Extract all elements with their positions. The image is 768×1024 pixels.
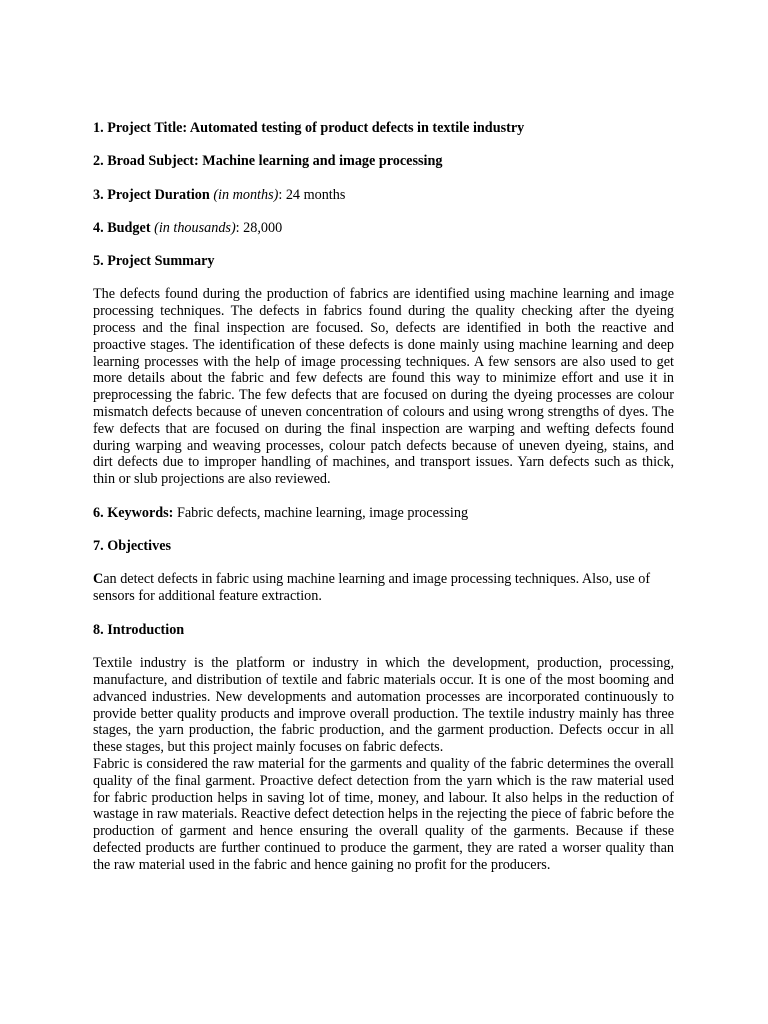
project-duration-unit: (in months) [213, 186, 279, 203]
budget-heading [93, 220, 674, 237]
introduction-paragraph-2: Fabric is considered the raw material for the garments and quality of the fabric determines the overall quality of the final garment. Proactive defect detection from the yarn which is the raw material used for fabric production helps in saving lot of time, money, and labour. It also helps in the reduction of wastage in raw materials. Reactive defect detection helps in the rejecting the piece of fabric before the production of garment and hence ensuring the overall quality of the garments. Because if these defected products are further continued to produce the garment, they are rated a worser quality than the raw material used in the fabric and hence gaining no profit for the producers. [93, 755, 674, 873]
project-duration-heading [93, 187, 674, 204]
broad-subject-text: 2. Broad Subject: Machine learning and image processing [93, 153, 443, 170]
objectives-label: 7. Objectives [93, 538, 172, 555]
budget-value: : 28,000 [235, 219, 283, 236]
budget-unit: (in thousands) [154, 219, 236, 236]
keywords-heading [93, 505, 674, 522]
introduction-heading [93, 622, 674, 639]
objectives-first-letter: C [93, 571, 104, 588]
broad-subject-heading [93, 153, 674, 170]
objectives-heading [93, 538, 674, 555]
keywords-value: Fabric defects, machine learning, image processing [173, 504, 469, 521]
project-summary-label: 5. Project Summary [93, 253, 215, 270]
introduction-label: 8. Introduction [93, 621, 185, 638]
objectives-text: an detect defects in fabric using machine learning and image processing techniques. Also, use of sensors for additional feature extraction. [93, 571, 651, 605]
project-title-heading [93, 120, 674, 137]
objectives-paragraph [93, 571, 674, 605]
project-duration-value: : 24 months [278, 186, 346, 203]
project-summary-paragraph: The defects found during the production of fabrics are identified using machine learning and image processing techniques. The defects in fabrics found during the quality checking after the dyeing process and the final inspection are focused. So, defects are identified in both the reactive and proactive stages. The identification of these defects is done mainly using machine learning and deep learning processes with the help of image processing techniques. A few sensors are also used to get more details about the fabric and few defects are found this way to minimize effort and use it in preprocessing the fabric. The few defects that are focused on during the dyeing processes are colour mismatch defects because of uneven concentration of colours and using wrong strengths of dyes. The few defects that are focused on during the final inspection are warping and wefting defects found during warping and weaving processes, colour patch defects because of uneven dyeing, stains, and dirt defects due to improper handling of machines, and transport issues. Yarn defects such as thick, thin or slub projections are also reviewed. [93, 286, 674, 488]
keywords-label: 6. Keywords: [93, 504, 174, 521]
introduction-paragraph-1: Textile industry is the platform or industry in which the development, production, processing, manufacture, and distribution of textile and fabric materials occur. It is one of the most booming and advanced industries. New developments and automation processes are incorporated continuously to provide better quality products and improve overall production. The textile industry mainly has three stages, the yarn production, the fabric production, and the garment production. Defects occur in all these stages, but this project mainly focuses on fabric defects. [93, 655, 674, 756]
project-summary-heading [93, 253, 674, 270]
project-duration-label: 3. Project Duration [93, 186, 210, 203]
budget-label: 4. Budget [93, 219, 151, 236]
project-title-text: 1. Project Title: Automated testing of product defects in textile industry [93, 120, 525, 136]
